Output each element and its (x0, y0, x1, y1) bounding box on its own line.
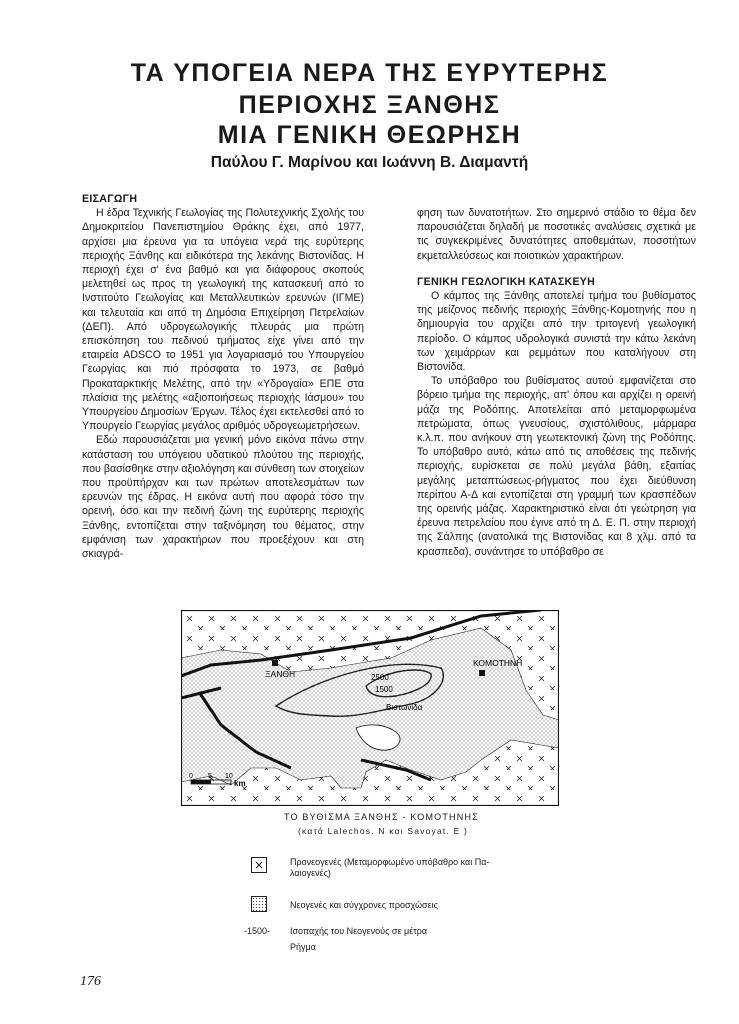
section-heading-introduction: ΕΙΣΑΓΩΓΗ (82, 193, 138, 205)
right-column (417, 206, 696, 559)
legend-pre-neogene: Προνεογενές (Μεταμορφωμένο υπόβαθρο και Πα- λαιογενές) (290, 857, 490, 878)
legend-isopach: Ισοπαχής του Νεογενούς σε μέτρα (290, 926, 428, 936)
paragraph: φηση των δυνατοτήτων. Στο σημερινό στάδιο το θέμα δεν παρουσιάζεται δηλαδή με ποσοτικές αναλύσεις σχετικά με τις συγκεκριμένες δυνατότητες αποθεμάτων, ποσοτήτων εκμεταλλεύσεως και ποιοτικών χαρακτήρων. (417, 207, 696, 262)
left-column (82, 192, 364, 561)
paragraph: Ο κάμπος της Ξάνθης αποτελεί τμήμα του βυθίσματος της μείζονος πεδινής περιοχής Ξάνθης-Κομοτηνής που η δημιουργία του αρχίζει από την τριτογενή γεωλογική περίοδο. Ο κάμπος υδρολογικά συνιστά την κάτω λεκάνη των χειμάρρων και ρεμμάτων που καταλήγουν στη Βιστονίδα. (417, 290, 696, 374)
section-heading-geology: ΓΕΝΙΚΗ ΓΕΩΛΟΓΙΚΗ ΚΑΤΑΣΚΕΥΗ (417, 275, 596, 288)
map-caption-source: (κατά Lalechos. N και Savoyat. E ) (298, 826, 469, 836)
komotini-marker (479, 670, 485, 676)
xanthi-label: ΞΑΝΘΗ (265, 669, 296, 679)
legend-fault: Ρήγμα (290, 942, 316, 952)
dots-symbol (251, 896, 267, 912)
svg-text:10: 10 (225, 773, 233, 780)
contour-label-1500: 1500 (375, 685, 393, 694)
xanthi-marker (272, 660, 278, 666)
contour-label-2500: 2500 (371, 673, 389, 682)
title-line-2: ΠΕΡΙΟΧΗΣ ΞΑΝΘΗΣ (238, 91, 501, 119)
page-number: 176 (80, 974, 101, 989)
title-line-1: ΤΑ ΥΠΟΓΕΙΑ ΝΕΡΑ ΤΗΣ ΕΥΡΥΤΕΡΗΣ (130, 59, 609, 87)
map-caption-title: ΤΟ ΒΥΘΙΣΜΑ ΞΑΝΘΗΣ - ΚΟΜΟΤΗΝΗΣ (284, 812, 479, 822)
vistonida-label: Βιστωνίδα (386, 703, 423, 712)
komotini-label: ΚΟΜΟΤΗΝΗ (473, 658, 523, 668)
legend-neogene: Νεογενές και σύγχρονες προσχώσεις (290, 900, 438, 910)
authors: Παύλου Γ. Μαρίνου και Ιωάννη Β. Διαμαντή (210, 154, 529, 171)
svg-text:0: 0 (189, 773, 193, 780)
title-line-3: ΜΙΑ ΓΕΝΙΚΗ ΘΕΩΡΗΣΗ (217, 121, 522, 149)
isopach-symbol: -1500- (244, 926, 271, 936)
svg-text:km: km (234, 779, 246, 788)
svg-text:5: 5 (208, 773, 212, 780)
geological-map (181, 610, 559, 806)
paragraph: Εδώ παρουσιάζεται μια γενική μόνο εικόνα πάνω στην κατάσταση του υπόγειου υδατικού πλούτου της περιοχής, που βασίσθηκε στην αξιολόγηση και σύνθεση των στοιχείων που προϋπήρχαν και των πρώτων αποτελεσμάτων των ερευνών της έδρας. Η εικόνα αυτή που αφορά τόσο την ορεινή, όσο και την πεδινή ζώνη της ευρύτερης περιοχής Ξάνθης, εντοπίζεται στην ταξινόμηση του θέματος, στην εμφάνιση των χαρακτήρων που προεξέχουν και στη σκιαγρά- (82, 434, 364, 561)
paragraph: Το υπόβαθρο του βυθίσματος αυτού εμφανίζεται στο βόρειο τμήμα της περιοχής, απ' όπου και αρχίζει η ορεινή μάζα της Ροδόπης. Αποτελείται από μεταμορφωμένα πετρώματα, όπως γνευσίους, σχιστόλιθους, μάρμαρα κ.λ.π. που ανήκουν στη γεωτεκτονική ζώνη της Ροδόπης. Το υπόβαθρο αυτό, κάτω από τις αποθέσεις της πεδινής περιοχής, ευρίσκεται σε πολύ μεγάλα βάθη, εξαιτίας μεγάλης μεταπτώσεως-ρήγματος που έχει διεύθυνση περίπου Α-Δ και εντοπίζεται στη γραμμή των κρασπέδων της ορεινής μάζας. Χαρακτηριστικό είναι ότι γεώτρηση για έρευνα πετρελαίου που έγινε από τη Δ. Ε. Π. στην περιοχή της Σάλπης (ανατολικά της Βιστονίδας και 8 χλμ. από τα κρασπεδα), συνάντησε το υπόβαθρο σε (417, 375, 696, 558)
paragraph: Η έδρα Τεχνικής Γεωλογίας της Πολυτεχνικής Σχολής του Δημοκριτείου Πανεπιστημίου Θράκης έχει, από 1977, αρχίσει μια έρευνα για τα υπόγεια νερά της ευρύτερης περιοχής Ξάνθης και ειδικότερα της λεκάνης Βιστονίδας. Η περιοχή έχει σ' ένα βαθμό και για διάφορους σκοπούς μελετηθεί ως προς τη γεωλογική της κατασκευή από το Ινστιτούτο Γεωλογίας και Μεταλλευτικών ερευνών (ΙΓΜΕ) και τελευταία και από τη Δημόσια Επιχείρηση Πετρελαίων (ΔΕΠ). Από υδρογεωλογικής πλευράς μια πρώτη επισκόπηση του πεδινού τμήματος είχε γίνει από την εταιρεία ADSCO το 1951 για λογαριασμό του Υπουργείου Γεωργίας και πιό πρόσφατα το 1973, σε βαθμό Προκαταρκτικής Μελέτης, από την «Υδρογαία» ΕΠΕ στα πλαίσια της μελέτης «αξιοποιήσεως περιοχής Ιάσμου» του Υπουργείου Δημοσίων Έργων. Τέλος έχει εκτελεσθεί από το Υπουργείο Γεωργίας μεγάλος αριθμός υδρογεωμετρήσεων. (82, 207, 364, 433)
crosses-symbol (251, 857, 267, 873)
